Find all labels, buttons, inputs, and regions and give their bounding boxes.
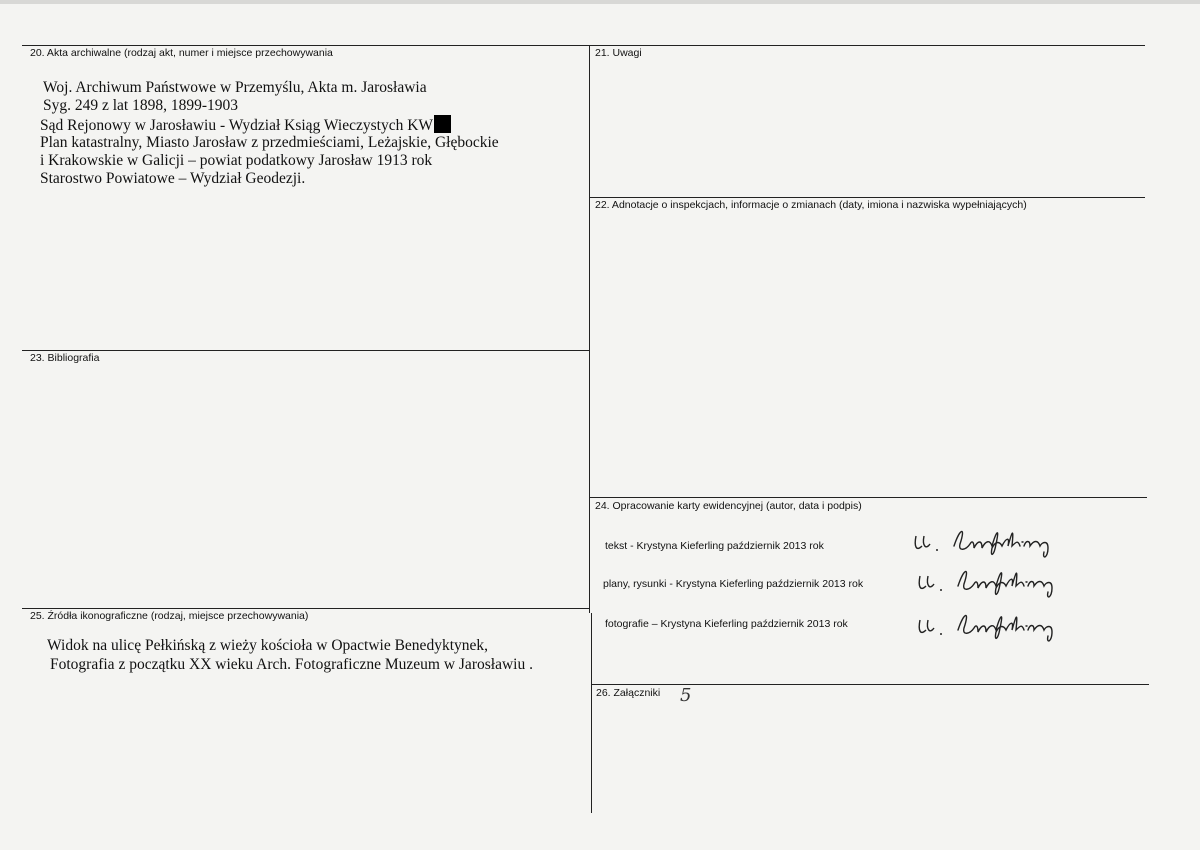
author-row-drawings: plany, rysunki - Krystyna Kieferling październik 2013 rok (603, 578, 864, 590)
signature-1 (908, 522, 1078, 562)
section-20-label: 20. Akta archiwalne (rodzaj akt, numer i miejsce przechowywania (30, 47, 333, 59)
archive-line-5: i Krakowskie w Galicji – powiat podatkowy Jarosław 1913 rok (40, 152, 433, 169)
section-22-label: 22. Adnotacje o inspekcjach, informacje o zmianach (daty, imiona i nazwiska wypełniających) (595, 199, 1027, 211)
signature-2 (912, 562, 1082, 602)
rule-24 (590, 497, 1147, 498)
rule-26 (591, 684, 1149, 685)
author-row-photos: fotografie – Krystyna Kieferling październik 2013 rok (605, 618, 848, 630)
redaction-block (434, 115, 451, 133)
column-divider-lower (591, 613, 592, 813)
rule-23 (22, 350, 590, 351)
archive-line-4: Plan katastralny, Miasto Jarosław z przedmieściami, Leżajskie, Głębockie (40, 134, 499, 151)
signature-3 (912, 606, 1082, 646)
rule-22 (590, 197, 1145, 198)
attachments-count: 5 (680, 685, 692, 706)
section-24-label: 24. Opracowanie karty ewidencyjnej (autor, data i podpis) (595, 500, 862, 512)
archive-line-3 (40, 115, 451, 135)
section-26-label: 26. Załączniki (596, 687, 661, 699)
archive-line-2: Syg. 249 z lat 1898, 1899-1903 (43, 97, 239, 114)
section-21-label: 21. Uwagi (595, 47, 642, 59)
author-row-text: tekst - Krystyna Kieferling październik 2013 rok (605, 540, 824, 552)
column-divider (589, 45, 590, 613)
iconography-line-2: Fotografia z początku XX wieku Arch. Fotograficzne Muzeum w Jarosławiu . (50, 656, 533, 673)
top-rule (22, 45, 1145, 46)
scan-edge (0, 0, 1200, 4)
archive-line-1: Woj. Archiwum Państwowe w Przemyślu, Akta m. Jarosławia (43, 79, 427, 96)
section-23-label: 23. Bibliografia (30, 352, 100, 364)
archive-line-6: Starostwo Powiatowe – Wydział Geodezji. (40, 170, 306, 187)
rule-25 (22, 608, 590, 609)
iconography-line-1: Widok na ulicę Pełkińską z wieży kościoła w Opactwie Benedyktynek, (47, 637, 489, 654)
archive-line-3-text: Sąd Rejonowy w Jarosławiu - Wydział Ksiąg Wieczystych KW (40, 117, 434, 134)
section-25-label: 25. Źródła ikonograficzne (rodzaj, miejsce przechowywania) (30, 610, 309, 622)
